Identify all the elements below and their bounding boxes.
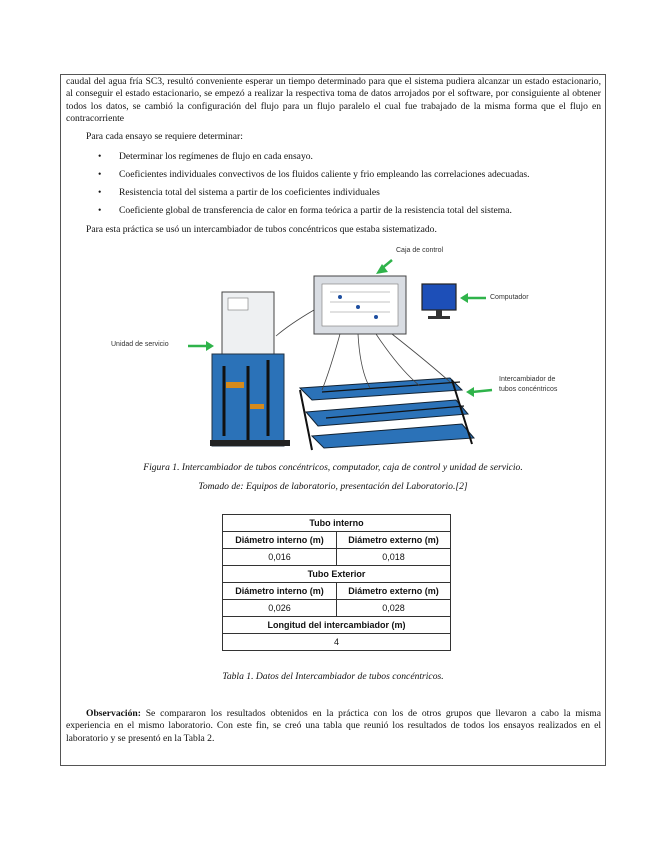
bullet-icon: • [98, 169, 102, 180]
observacion-label: Observación: [86, 708, 141, 719]
table-row [223, 634, 451, 651]
paragraph-top: caudal del agua fría SC3, resultó conveniente esperar un tiempo determinado para que el sistema pudiera alcanzar un estado estacionario, al conseguir el estado estacionario, se empezó a realizar la respectiva toma de datos arrojados por el software, por consiguiente al obtener todos los datos, se cambió la configuración del flujo para un flujo paralelo el cual fue trabajado de la misma forma que el flujo en contracorriente [66, 76, 601, 125]
table-cell: 0,016 [223, 549, 337, 566]
table-row [223, 515, 451, 532]
header-diametro-externo: Diámetro externo (m) [337, 583, 451, 600]
bullet-text: Coeficiente global de transferencia de calor en forma teórica a partir de la resistencia total del sistema. [119, 205, 512, 216]
bullet-icon: • [98, 205, 102, 216]
table-cell: 0,026 [223, 600, 337, 617]
label-unidad-servicio: Unidad de servicio [111, 341, 169, 348]
equipment-figure [100, 240, 580, 455]
header-diametro-interno: Diámetro interno (m) [223, 583, 337, 600]
observacion-paragraph [66, 708, 601, 745]
table-row [223, 617, 451, 634]
table-row [223, 532, 451, 549]
table-row [223, 566, 451, 583]
table-row [223, 600, 451, 617]
label-caja-control: Caja de control [396, 247, 444, 254]
control-box-illustration [314, 276, 406, 334]
computer-illustration [422, 284, 456, 319]
arrow-intercambiador [466, 387, 492, 397]
intro-ensayo: Para cada ensayo se requiere determinar: [86, 131, 243, 142]
heat-exchanger-illustration [300, 378, 474, 450]
bullet-icon: • [98, 187, 102, 198]
bullet-text: Coeficientes individuales convectivos de los fluidos caliente y frio empleando las correlaciones adecuadas. [119, 169, 530, 180]
label-computador: Computador [490, 294, 529, 301]
header-diametro-externo: Diámetro externo (m) [337, 532, 451, 549]
table-title-interno: Tubo interno [223, 515, 451, 532]
table-cell: 0,018 [337, 549, 451, 566]
arrow-computador [460, 293, 486, 303]
table-cell: 4 [223, 634, 451, 651]
table-row [223, 549, 451, 566]
intro-practica: Para esta práctica se usó un intercambiador de tubos concéntricos que estaba sistematizado. [86, 224, 437, 235]
header-diametro-interno: Diámetro interno (m) [223, 532, 337, 549]
table-cell: 0,028 [337, 600, 451, 617]
table-title-exterior: Tubo Exterior [223, 566, 451, 583]
bullet-icon: • [98, 151, 102, 162]
label-intercambiador-line1: Intercambiador de [499, 376, 556, 383]
observacion-text: Se compararon los resultados obtenidos en la práctica con los de otros grupos que llevaron a cabo la misma experiencia en el mismo laboratorio. Con este fin, se creó una tabla que reunió los resultados de todos los ensayos realizados en el laboratorio y se presentó en la Tabla 2. [66, 708, 601, 744]
table-row [223, 583, 451, 600]
table-caption: Tabla 1. Datos del Intercambiador de tubos concéntricos. [222, 671, 444, 682]
figure-caption: Figura 1. Intercambiador de tubos concéntricos, computador, caja de control y unidad de servicio. [143, 462, 523, 473]
figure-source: Tomado de: Equipos de laboratorio, presentación del Laboratorio.[2] [198, 481, 468, 492]
label-intercambiador-line2: tubos concéntricos [499, 386, 558, 393]
service-unit-illustration [210, 292, 290, 446]
table-title-longitud: Longitud del intercambiador (m) [223, 617, 451, 634]
bullet-text: Resistencia total del sistema a partir de los coeficientes individuales [119, 187, 380, 198]
data-table [222, 514, 451, 651]
bullet-text: Determinar los regímenes de flujo en cada ensayo. [119, 151, 313, 162]
arrow-unidad [188, 341, 214, 351]
arrow-caja [376, 260, 392, 274]
